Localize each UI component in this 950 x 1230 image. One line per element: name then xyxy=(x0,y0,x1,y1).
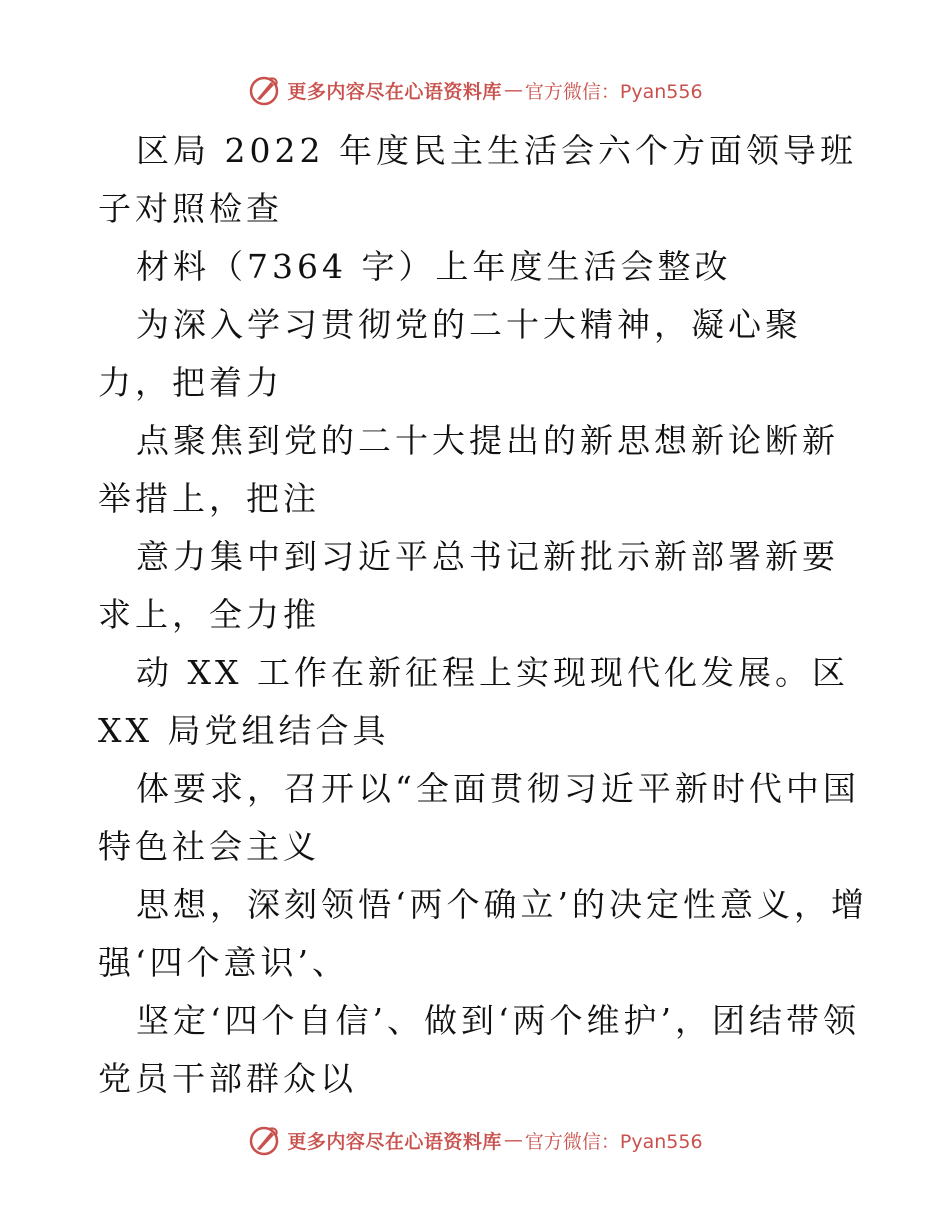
banner-separator: — xyxy=(503,79,523,101)
paragraph: 坚定‘四个自信’、做到‘两个维护’，团结带领党员干部群众以 xyxy=(98,1001,860,1098)
paragraph: 动 XX 工作在新征程上实现现代化发展。区 XX 局党组结合具 xyxy=(98,653,849,750)
quill-logo-icon xyxy=(247,1123,281,1157)
paragraph: 体要求，召开以“全面贯彻习近平新时代中国特色社会主义 xyxy=(98,769,860,866)
paragraph: 为深入学习贯彻党的二十大精神，凝心聚力，把着力 xyxy=(98,305,802,402)
paragraph: 点聚焦到党的二十大提出的新思想新论断新举措上，把注 xyxy=(98,421,839,518)
paragraph: 区局 2022 年度民主生活会六个方面领导班子对照检查 xyxy=(98,131,857,228)
banner-wechat-label: 官方微信：Pyan556 xyxy=(524,80,703,103)
banner-separator: — xyxy=(503,1129,523,1151)
footer-banner xyxy=(0,1120,950,1160)
banner-brand-text: 更多内容尽在心语资料库 xyxy=(287,1130,502,1153)
paragraph: 思想，深刻领悟‘两个确立’的决定性意义，增强‘四个意识’、 xyxy=(98,885,868,982)
paragraph: 意力集中到习近平总书记新批示新部署新要求上，全力推 xyxy=(98,537,839,634)
paragraph: 材料（7364 字）上年度生活会整改 xyxy=(136,247,732,286)
quill-logo-icon xyxy=(247,73,281,107)
banner-wechat-label: 官方微信：Pyan556 xyxy=(524,1130,703,1153)
header-banner xyxy=(0,70,950,110)
document-body xyxy=(98,122,868,1108)
banner-brand-text: 更多内容尽在心语资料库 xyxy=(287,80,502,103)
